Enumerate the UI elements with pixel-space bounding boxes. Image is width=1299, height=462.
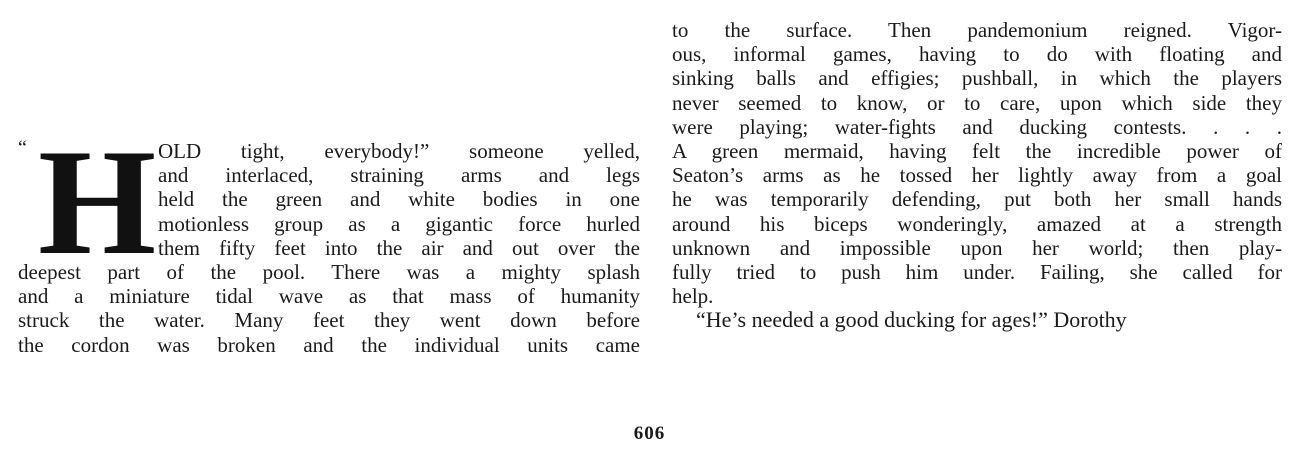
text-line: to the surface. Then pandemonium reigned. Vigor- [672, 18, 1282, 42]
text-line: struck the water. Many feet they went down before [18, 308, 640, 333]
drop-cap-letter: H [38, 118, 155, 286]
right-column [672, 18, 1282, 333]
text-line: were playing; water-fights and ducking contests. . . . [672, 114, 1282, 139]
text-line: never seemed to know, or to care, upon which side they [672, 90, 1282, 115]
text-line: and a miniature tidal wave as that mass of humanity [18, 284, 640, 309]
text-line: and interlaced, straining arms and legs [158, 163, 640, 188]
text-line: Seaton’s arms as he tossed her lightly away from a goal [672, 163, 1282, 188]
text-line: the cordon was broken and the individual units came [18, 332, 640, 357]
text-line: sinking balls and effigies; pushball, in which the players [672, 66, 1282, 91]
text-line: deepest part of the pool. There was a mighty splash [18, 260, 640, 285]
text-line: around his biceps wonderingly, amazed at a strength [672, 211, 1282, 236]
text-line: help. [672, 284, 714, 309]
left-column [18, 118, 640, 357]
dialogue-line: “He’s needed a good ducking for ages!” Dorothy [696, 307, 1127, 333]
text-line: held the green and white bodies in one [158, 187, 640, 212]
text-line: fully tried to push him under. Failing, she called for [672, 260, 1282, 285]
text-line: motionless group as a gigantic force hurled [158, 211, 640, 236]
opening-quote-mark: “ [18, 137, 27, 159]
text-line: A green mermaid, having felt the incredible power of [672, 139, 1282, 164]
text-line: OLD tight, everybody!” someone yelled, [158, 139, 640, 163]
page-number: 606 [633, 423, 666, 444]
text-line: ous, informal games, having to do with floating and [672, 42, 1282, 67]
text-line: them fifty feet into the air and out over the [158, 235, 640, 260]
text-line: unknown and impossible upon her world; then play- [672, 235, 1282, 260]
text-line: he was temporarily defending, put both her small hands [672, 187, 1282, 212]
